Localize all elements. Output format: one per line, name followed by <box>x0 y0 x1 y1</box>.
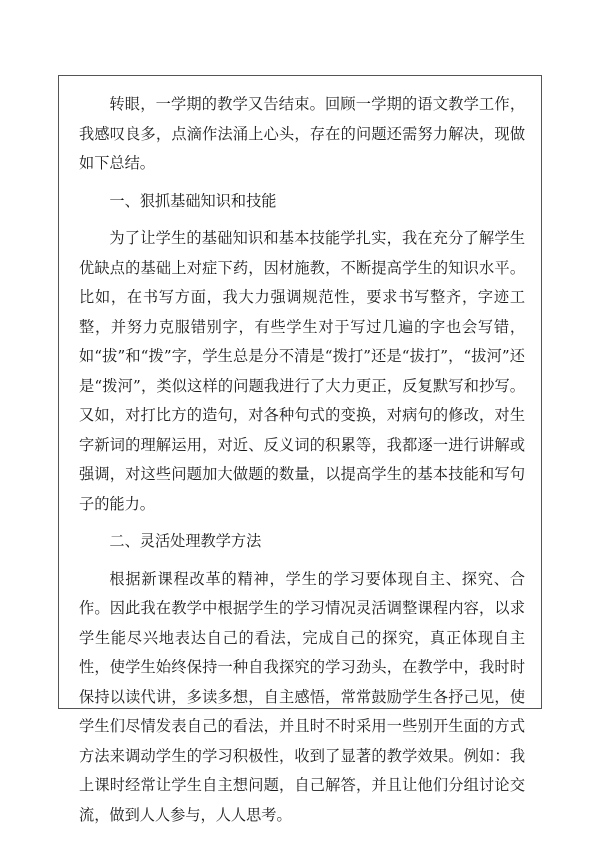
document-frame <box>58 75 542 824</box>
section-heading-2: 二、灵活处理教学方法 <box>109 532 262 550</box>
spacer <box>79 216 525 224</box>
intro-paragraph: 转眼，一学期的教学又告结束。回顾一学期的语文教学工作，我感叹良多，点滴作法涌上心头，存在的问题还需努力解决，现做如下总结。 <box>79 95 525 172</box>
section-2-paragraph: 根据新课程改革的精神，学生的学习要体现自主、探究、合作。因此我在教学中根据学生的学习情况灵活调整课程内容，以求学生能尽兴地表达自己的看法，完成自己的探究，真正体现自主性，使学生始终保持一种自我探究的学习劲头，在教学中，我时时保持以读代讲，多读多想，自主感悟，常常鼓励学生各抒己见，使学生们尽情发表自己的看法，并且时不时采用一些别开生面的方式方法来调动学生的学习积极性，收到了显著的教学效果。例如：我上课时经常让学生自主想问题，自己解答，并且让他们分组讨论交流，做到人人参与，人人思考。 <box>79 569 525 824</box>
document-body <box>79 90 525 830</box>
spacer <box>79 519 525 527</box>
section-heading-1: 一、狠抓基础知识和技能 <box>109 191 277 210</box>
spacer <box>79 557 525 565</box>
spacer <box>79 179 525 187</box>
section-1-paragraph: 为了让学生的基础知识和基本技能学扎实，我在充分了解学生优缺点的基础上对症下药，因材施教，不断提高学生的知识水平。比如，在书写方面，我大力强调规范性，要求书写整齐，字迹工整，并努力克服错别字，有些学生对于写过几遍的字也会写错，如“拔”和“拨”字，学生总是分不清是“拨打”还是“拔打”，“拔河”还是“拨河”，类似这样的问题我进行了大力更正，反复默写和抄写。又如，对打比方的造句，对各种句式的变换，对病句的修改，对生字新词的理解运用，对近、反义词的积累等，我都逐一进行讲解或强调，对这些问题加大做题的数量，以提高学生的基本技能和写句子的能力。 <box>79 229 525 513</box>
